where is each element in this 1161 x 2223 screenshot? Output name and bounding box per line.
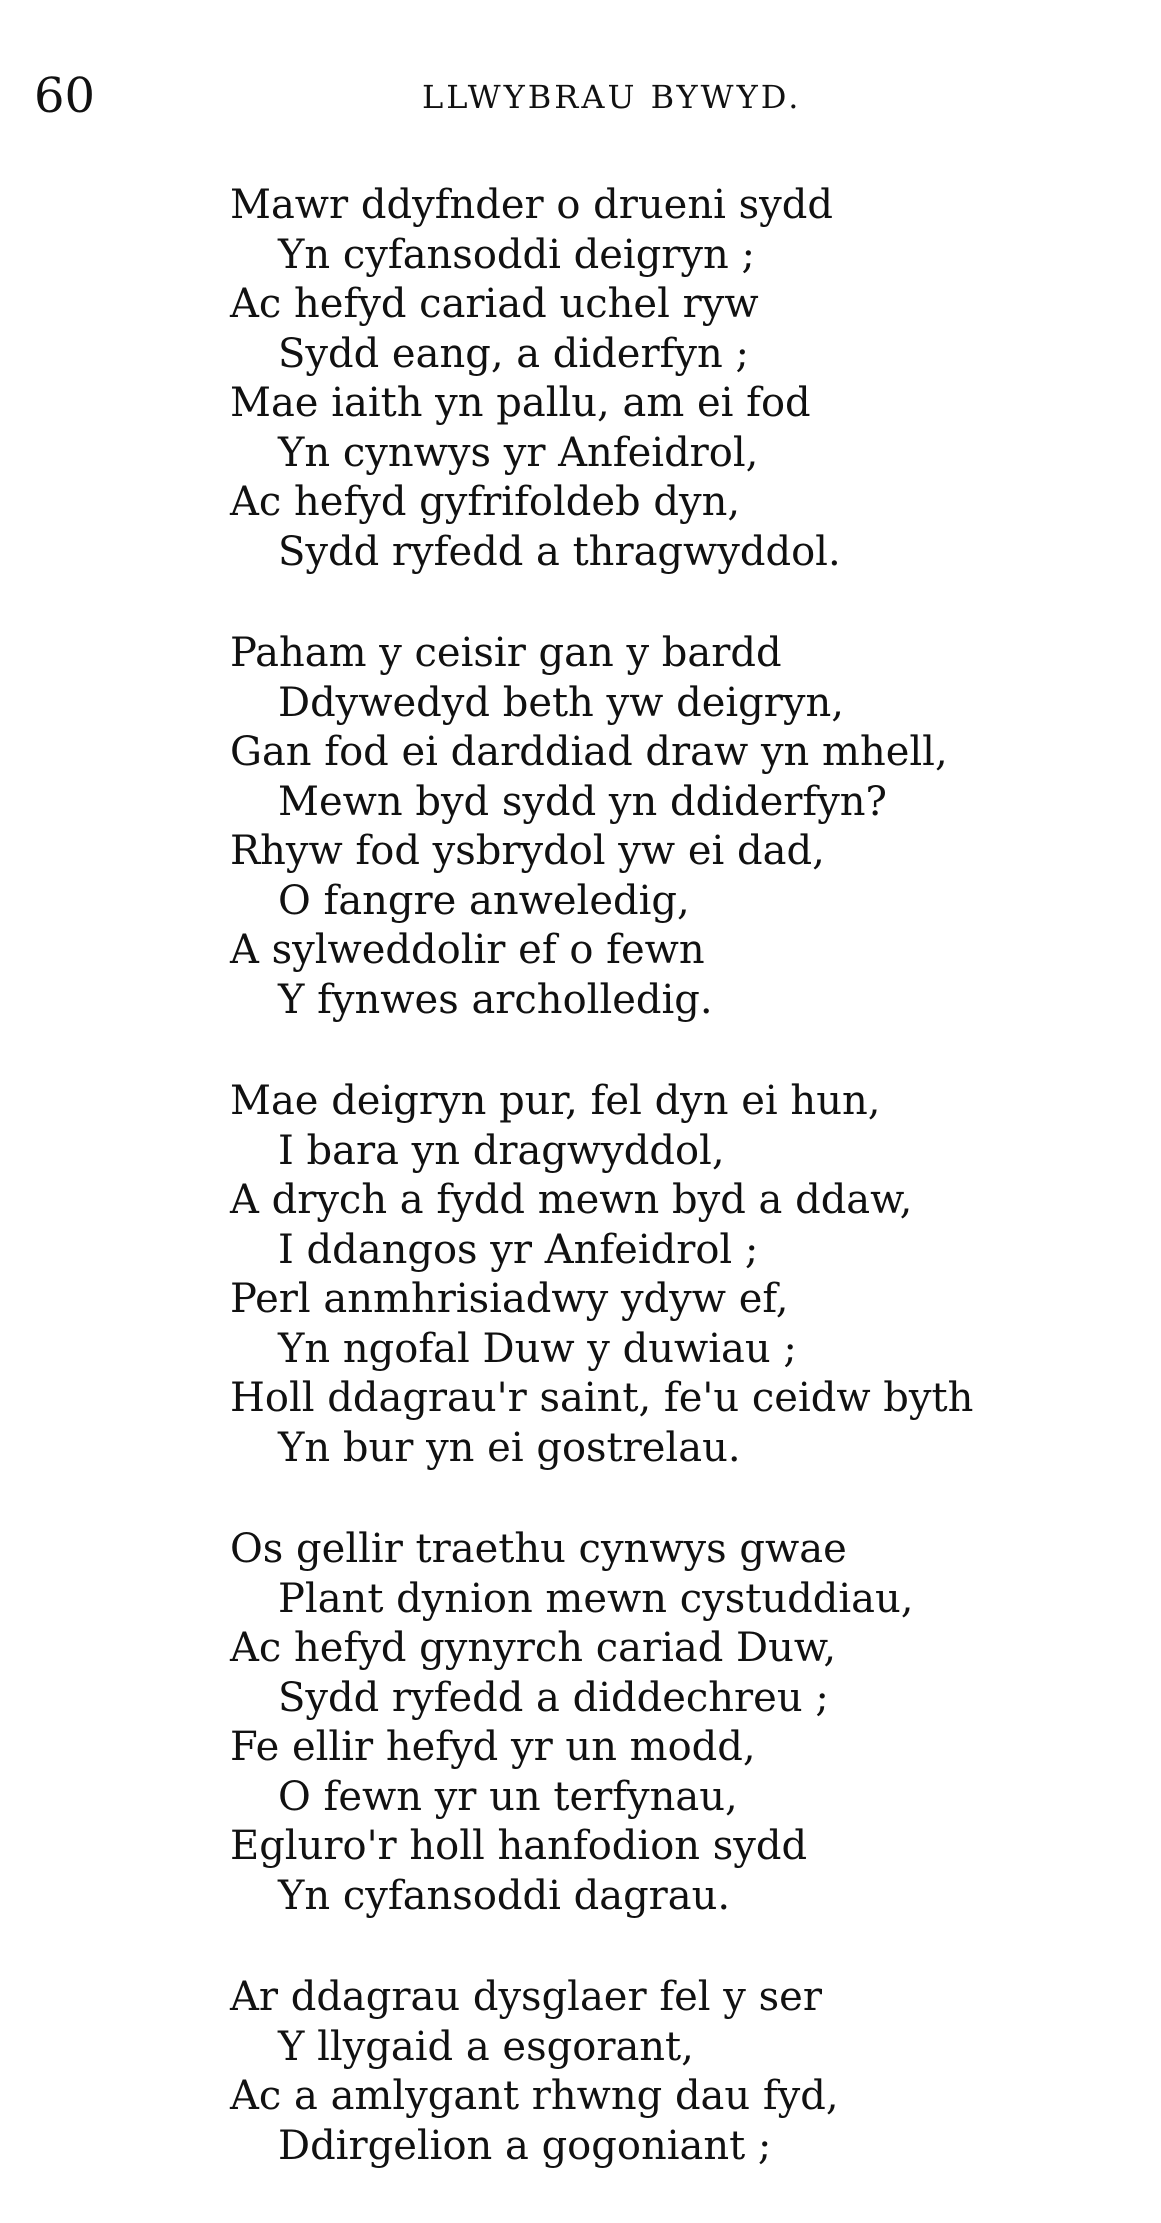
verse-line: Paham y ceisir gan y bardd [230, 630, 782, 676]
verse-line: O fangre anweledig, [278, 877, 690, 924]
verse-line: Ac hefyd cariad uchel ryw [230, 281, 759, 327]
page-number: 60 [34, 68, 96, 124]
verse-line: A drych a fydd mewn byd a ddaw, [230, 1177, 913, 1223]
verse-line: Y llygaid a esgorant, [278, 2023, 694, 2070]
running-title: LLWYBRAU BYWYD. [422, 78, 802, 116]
verse-line: Sydd ryfedd a diddechreu ; [278, 1674, 829, 1721]
verse-line: Yn cyfansoddi deigryn ; [278, 231, 755, 278]
verse-line: Egluro'r holl hanfodion sydd [230, 1823, 808, 1869]
verse-line: Yn ngofal Duw y duwiau ; [278, 1325, 797, 1372]
verse-line: Ddywedyd beth yw deigryn, [278, 679, 844, 726]
stanza-2 [230, 629, 1110, 1025]
verse-line: I bara yn dragwyddol, [278, 1127, 725, 1174]
verse-line: Yn cyfansoddi dagrau. [278, 1872, 731, 1919]
verse-line: Fe ellir hefyd yr un modd, [230, 1724, 756, 1770]
verse-line: Rhyw fod ysbrydol yw ei dad, [230, 828, 825, 874]
verse-line: Perl anmhrisiadwy ydyw ef, [230, 1276, 789, 1322]
verse-line: Mae iaith yn pallu, am ei fod [230, 380, 811, 426]
stanza-3 [230, 1077, 1110, 1473]
verse-line: O fewn yr un terfynau, [278, 1773, 738, 1820]
verse-line: Mae deigryn pur, fel dyn ei hun, [230, 1078, 881, 1124]
verse-line: Y fynwes archolledig. [278, 976, 713, 1023]
verse-line: Sydd ryfedd a thragwyddol. [278, 528, 841, 575]
verse-line: Holl ddagrau'r saint, fe'u ceidw byth [230, 1375, 974, 1421]
stanza-4 [230, 1525, 1110, 1921]
verse-line: A sylweddolir ef o fewn [230, 927, 705, 973]
verse-line: Ac a amlygant rhwng dau fyd, [230, 2073, 839, 2119]
verse-line: Mawr ddyfnder o drueni sydd [230, 182, 833, 228]
verse-line: Mewn byd sydd yn ddiderfyn? [278, 778, 888, 825]
verse-line: I ddangos yr Anfeidrol ; [278, 1226, 759, 1273]
verse-line: Os gellir traethu cynwys gwae [230, 1526, 847, 1572]
verse-line: Gan fod ei darddiad draw yn mhell, [230, 729, 948, 775]
verse-line: Plant dynion mewn cystuddiau, [278, 1575, 914, 1622]
verse-line: Ac hefyd gyfrifoldeb dyn, [230, 479, 741, 525]
verse-line: Ac hefyd gynyrch cariad Duw, [230, 1625, 837, 1671]
verse-line: Ar ddagrau dysglaer fel y ser [230, 1974, 822, 2020]
verse-line: Yn cynwys yr Anfeidrol, [278, 429, 759, 476]
verse-line: Sydd eang, a diderfyn ; [278, 330, 749, 377]
stanza-1 [230, 181, 1110, 577]
verse-line: Ddirgelion a gogoniant ; [278, 2122, 772, 2169]
stanza-5 [230, 1973, 1110, 2171]
page-header [0, 66, 1161, 126]
verse-line: Yn bur yn ei gostrelau. [278, 1424, 741, 1471]
poem [230, 181, 1110, 2223]
